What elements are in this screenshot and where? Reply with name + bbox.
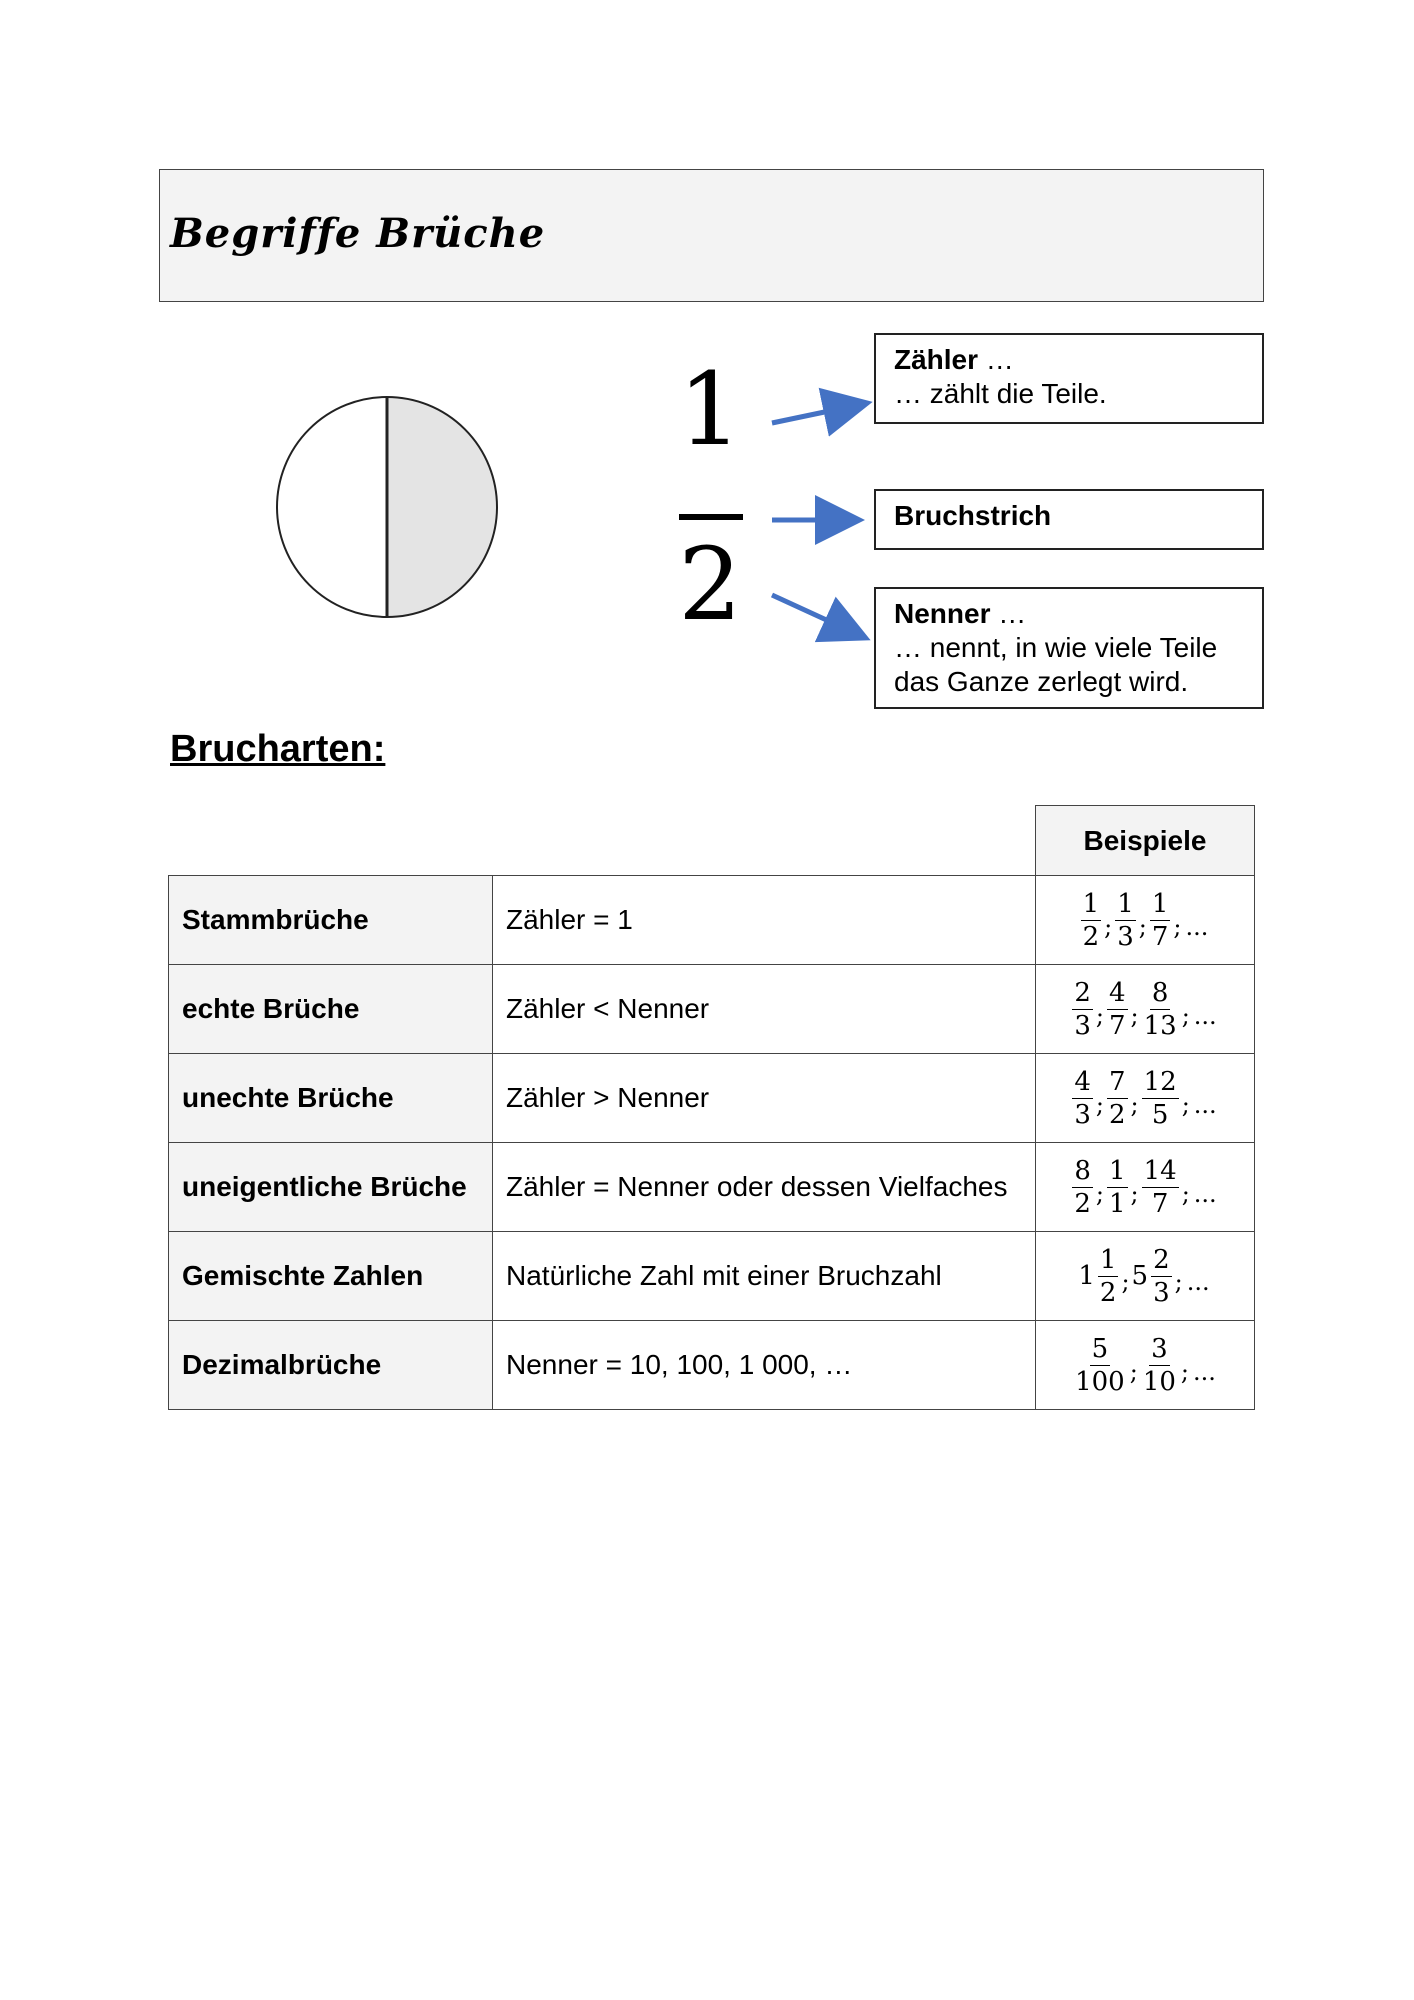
page-title: Begriffe Brüche <box>170 210 546 257</box>
zaehler-box <box>874 333 1264 424</box>
fraction-type-examples <box>1036 1054 1255 1143</box>
example-separator: ; <box>1104 912 1113 941</box>
example-ellipsis: ... <box>1193 1001 1217 1030</box>
fraction-numerator: 1 <box>678 351 742 468</box>
zaehler-heading-ellipsis: … <box>978 344 1014 375</box>
table-row <box>169 1232 1255 1321</box>
nenner-heading-ellipsis: … <box>990 598 1027 629</box>
example-fraction <box>1098 1244 1119 1309</box>
fraction-type-rule: Nenner = 10, 100, 1 000, … <box>493 1321 1036 1410</box>
arrow-to-nenner <box>772 595 857 634</box>
example-fraction <box>1072 1066 1093 1131</box>
example-denominator: 3 <box>1074 1011 1091 1041</box>
example-denominator: 3 <box>1074 1100 1091 1130</box>
fraction-type-examples <box>1036 965 1255 1054</box>
example-fraction <box>1072 1155 1093 1220</box>
fraction-type-examples <box>1036 1321 1255 1410</box>
example-separator: ; <box>1095 1090 1104 1119</box>
fraction-type-name: echte Brüche <box>169 965 493 1054</box>
table-header-row <box>169 806 1255 876</box>
example-numerator: 1 <box>1117 889 1134 919</box>
example-whole-number: 5 <box>1131 1261 1149 1291</box>
example-numerator: 2 <box>1153 1244 1170 1275</box>
example-denominator: 2 <box>1082 922 1100 952</box>
table-row <box>169 1143 1255 1232</box>
example-list <box>1071 1066 1218 1131</box>
example-separator: ; <box>1181 1001 1190 1030</box>
nenner-box <box>874 587 1264 709</box>
example-fraction <box>1115 888 1136 953</box>
example-list <box>1072 1333 1218 1398</box>
example-denominator: 2 <box>1074 1189 1091 1219</box>
example-list <box>1071 1155 1218 1220</box>
example-ellipsis: ... <box>1193 1090 1217 1119</box>
example-fraction <box>1107 1155 1128 1220</box>
example-denominator: 5 <box>1151 1100 1169 1130</box>
example-separator: ; <box>1121 1268 1130 1296</box>
zaehler-heading: Zähler <box>894 344 979 375</box>
example-ellipsis: ... <box>1193 1179 1217 1208</box>
examples-header: Beispiele <box>1036 806 1255 876</box>
fraction-type-name: unechte Brüche <box>169 1054 493 1143</box>
example-fraction <box>1141 1333 1178 1398</box>
example-list <box>1078 1244 1211 1309</box>
example-fraction <box>1072 977 1093 1042</box>
fraction-types-table <box>168 805 1255 1410</box>
fraction-type-name: Gemischte Zahlen <box>169 1232 493 1321</box>
fraction-denominator: 2 <box>678 526 742 643</box>
fraction-type-examples <box>1036 1232 1255 1321</box>
example-denominator: 7 <box>1151 922 1169 952</box>
example-numerator: 4 <box>1074 1067 1091 1097</box>
example-denominator: 2 <box>1099 1277 1117 1308</box>
example-denominator: 1 <box>1108 1189 1126 1219</box>
example-numerator: 2 <box>1074 978 1091 1008</box>
example-fraction <box>1142 977 1179 1042</box>
example-separator: ; <box>1095 1001 1104 1030</box>
example-separator: ; <box>1130 1090 1139 1119</box>
example-separator: ; <box>1174 1268 1183 1296</box>
example-list <box>1071 977 1218 1042</box>
arrow-to-zaehler <box>772 405 858 423</box>
table-row <box>169 965 1255 1054</box>
fraction-type-rule: Zähler = 1 <box>493 876 1036 965</box>
example-numerator: 4 <box>1108 978 1126 1008</box>
fraction-type-name: Stammbrüche <box>169 876 493 965</box>
example-denominator: 13 <box>1143 1011 1177 1041</box>
example-fraction <box>1151 1244 1172 1309</box>
example-list <box>1080 888 1211 953</box>
table-row <box>169 1321 1255 1410</box>
example-fraction <box>1107 1066 1128 1131</box>
example-fraction <box>1142 1155 1179 1220</box>
example-ellipsis: ... <box>1193 1357 1216 1386</box>
example-separator: ; <box>1130 1001 1139 1030</box>
example-separator: ; <box>1173 912 1182 941</box>
example-separator: ; <box>1138 912 1147 941</box>
fraction-type-rule: Zähler < Nenner <box>493 965 1036 1054</box>
example-denominator: 7 <box>1108 1011 1126 1041</box>
fraction-type-rule: Zähler = Nenner oder dessen Vielfaches <box>493 1143 1036 1232</box>
example-denominator: 100 <box>1075 1367 1125 1397</box>
example-denominator: 2 <box>1108 1100 1126 1130</box>
fraction-type-rule: Natürliche Zahl mit einer Bruchzahl <box>493 1232 1036 1321</box>
example-denominator: 10 <box>1142 1367 1176 1397</box>
example-denominator: 3 <box>1153 1277 1170 1308</box>
header-blank-cell <box>169 806 1036 876</box>
example-fraction <box>1107 977 1128 1042</box>
example-fraction <box>1081 888 1102 953</box>
fraction-type-examples <box>1036 1143 1255 1232</box>
example-numerator: 8 <box>1151 978 1169 1008</box>
example-separator: ; <box>1181 1179 1190 1208</box>
example-numerator: 12 <box>1143 1067 1177 1097</box>
example-separator: ; <box>1130 1179 1139 1208</box>
example-ellipsis: ... <box>1186 1268 1210 1296</box>
example-separator: ; <box>1129 1357 1138 1386</box>
zaehler-description: … zählt die Teile. <box>894 378 1107 409</box>
fraction-type-name: Dezimalbrüche <box>169 1321 493 1410</box>
example-separator: ; <box>1095 1179 1104 1208</box>
example-numerator: 5 <box>1091 1334 1109 1364</box>
table-body <box>169 876 1255 1410</box>
example-fraction <box>1073 1333 1127 1398</box>
example-numerator: 14 <box>1143 1156 1177 1186</box>
example-separator: ; <box>1180 1357 1190 1386</box>
example-denominator: 3 <box>1117 922 1134 952</box>
fraction-type-rule: Zähler > Nenner <box>493 1054 1036 1143</box>
nenner-description: … nennt, in wie viele Teile das Ganze zerlegt wird. <box>894 632 1218 697</box>
section-title: Brucharten: <box>170 728 386 770</box>
example-numerator: 1 <box>1151 889 1169 919</box>
example-numerator: 8 <box>1074 1156 1091 1186</box>
fraction-type-name: uneigentliche Brüche <box>169 1143 493 1232</box>
bruchstrich-heading: Bruchstrich <box>894 500 1052 531</box>
example-fraction <box>1142 1066 1179 1131</box>
example-numerator: 7 <box>1108 1067 1126 1097</box>
example-numerator: 1 <box>1082 889 1100 919</box>
example-fraction <box>1150 888 1171 953</box>
example-numerator: 1 <box>1099 1244 1117 1275</box>
example-denominator: 7 <box>1151 1189 1169 1219</box>
bruchstrich-box <box>874 489 1264 550</box>
example-separator: ; <box>1181 1090 1190 1119</box>
example-ellipsis: ... <box>1185 912 1209 941</box>
fraction-type-examples <box>1036 876 1255 965</box>
example-whole-number: 1 <box>1078 1261 1095 1291</box>
table-row <box>169 1054 1255 1143</box>
example-numerator: 1 <box>1108 1156 1126 1186</box>
example-numerator: 3 <box>1151 1334 1168 1364</box>
table-row <box>169 876 1255 965</box>
nenner-heading: Nenner <box>894 598 991 629</box>
